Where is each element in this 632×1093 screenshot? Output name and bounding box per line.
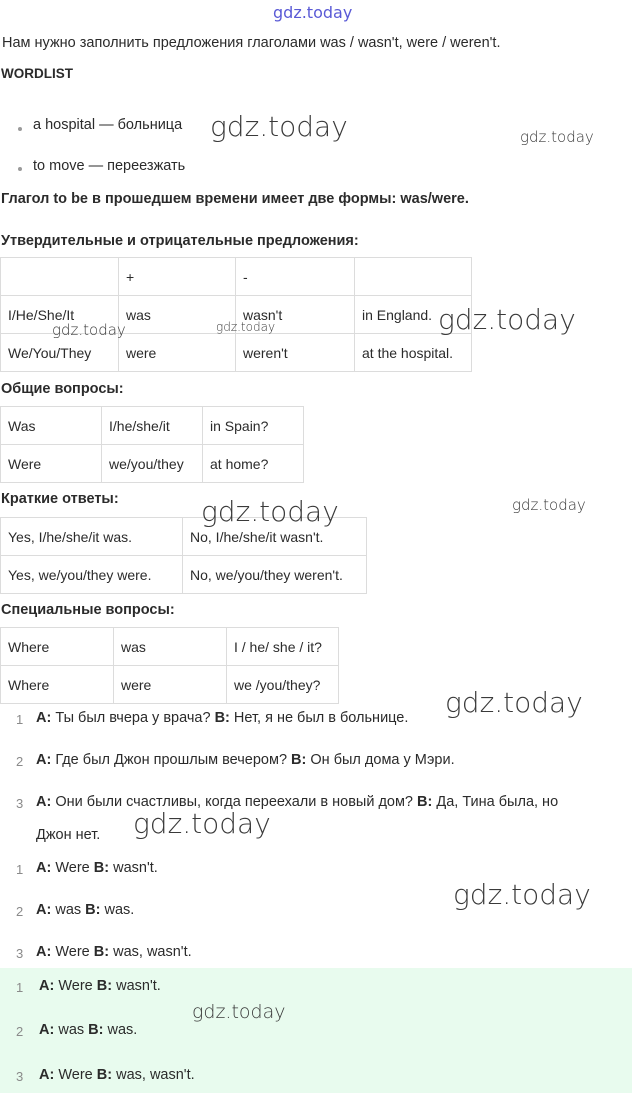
label-a: A: <box>39 1067 55 1083</box>
table-cell <box>1 258 119 296</box>
speaker-a-text: Где был Джон прошлым вечером? <box>55 752 288 768</box>
table-row <box>1 445 304 483</box>
label-a: A: <box>36 710 52 726</box>
table-cell: No, we/you/they weren't. <box>183 556 367 594</box>
watermark: gdz.today <box>192 1001 286 1023</box>
table-cell: - <box>236 258 355 296</box>
speaker-b-text: Да, Тина была, но <box>436 794 559 810</box>
translation-line <box>36 794 558 810</box>
label-b: B: <box>93 860 110 876</box>
table-row <box>1 258 472 296</box>
label-b: B: <box>93 944 110 960</box>
label-b: B: <box>417 794 433 810</box>
bullet-dot <box>18 167 22 171</box>
short-table <box>0 517 367 594</box>
watermark: gdz.today <box>445 686 583 719</box>
item-number: 2 <box>16 904 24 919</box>
translation-continued: Джон нет. <box>36 827 101 843</box>
answer-b: wasn't. <box>113 860 158 876</box>
table-cell: at home? <box>203 445 304 483</box>
table-cell: were <box>119 334 236 372</box>
table-cell: in England. <box>355 296 472 334</box>
answer-a: Were <box>55 860 90 876</box>
translation-line <box>36 710 408 726</box>
affirm-table <box>0 257 472 372</box>
table-cell: was <box>119 296 236 334</box>
speaker-b-text: Он был дома у Мэри. <box>310 752 455 768</box>
item-number: 2 <box>16 754 24 769</box>
table-row <box>1 407 304 445</box>
general-title: Общие вопросы: <box>1 381 124 397</box>
table-cell: Where <box>1 628 114 666</box>
table-cell: We/You/They <box>1 334 119 372</box>
table-cell: was <box>114 628 227 666</box>
answer-a: was <box>55 902 82 918</box>
answer-line <box>36 860 158 876</box>
table-cell: Yes, we/you/they were. <box>1 556 183 594</box>
label-a: A: <box>36 944 52 960</box>
wordlist-item: to move — переезжать <box>33 158 186 174</box>
label-b: B: <box>96 978 113 994</box>
final-answer-line <box>39 1022 137 1038</box>
table-row <box>1 628 339 666</box>
table-cell: Where <box>1 666 114 704</box>
final-answer-line <box>39 1067 195 1083</box>
table-cell: wasn't <box>236 296 355 334</box>
table-cell: we/you/they <box>102 445 203 483</box>
speaker-b-text: Нет, я не был в больнице. <box>233 710 409 726</box>
general-table <box>0 406 304 483</box>
watermark: gdz.today <box>201 495 339 528</box>
special-title: Специальные вопросы: <box>1 602 175 618</box>
table-cell: + <box>119 258 236 296</box>
rule-text: Глагол to be в прошедшем времени имеет две формы: was/were. <box>1 191 469 207</box>
label-a: A: <box>36 752 52 768</box>
table-cell: No, I/he/she/it wasn't. <box>183 518 367 556</box>
answer-b: was, wasn't. <box>116 1067 195 1083</box>
speaker-a-text: Ты был вчера у врача? <box>55 710 211 726</box>
table-cell: at the hospital. <box>355 334 472 372</box>
watermark: gdz.today <box>438 303 576 336</box>
answer-line <box>36 902 134 918</box>
answer-a: Were <box>58 978 93 994</box>
label-b: B: <box>291 752 307 768</box>
watermark: gdz.today <box>210 110 348 143</box>
label-a: A: <box>36 794 52 810</box>
wordlist-item: a hospital — больница <box>33 117 183 133</box>
item-number: 2 <box>16 1024 24 1039</box>
affirm-title: Утвердительные и отрицательные предложения: <box>1 233 359 249</box>
watermark: gdz.today <box>453 878 591 911</box>
site-logo[interactable]: gdz.today <box>273 3 353 22</box>
table-cell <box>355 258 472 296</box>
watermark: gdz.today <box>520 128 594 146</box>
label-a: A: <box>39 978 55 994</box>
answer-b: was, wasn't. <box>113 944 192 960</box>
watermark: gdz.today <box>52 321 126 339</box>
label-b: B: <box>85 902 101 918</box>
item-number: 3 <box>16 1069 24 1084</box>
label-a: A: <box>39 1022 55 1038</box>
table-row <box>1 556 367 594</box>
bullet-dot <box>18 127 22 131</box>
table-row <box>1 666 339 704</box>
intro-text: Нам нужно заполнить предложения глаголами was / wasn't, were / weren't. <box>2 35 501 51</box>
item-number: 1 <box>16 712 24 727</box>
answer-b: was. <box>104 902 135 918</box>
answer-b: was. <box>107 1022 138 1038</box>
table-cell: weren't <box>236 334 355 372</box>
label-b: B: <box>214 710 230 726</box>
answer-a: Were <box>58 1067 93 1083</box>
table-cell: I/He/She/It <box>1 296 119 334</box>
answer-a: was <box>58 1022 85 1038</box>
table-cell: Was <box>1 407 102 445</box>
watermark: gdz.today <box>133 807 271 840</box>
table-row <box>1 334 472 372</box>
special-table <box>0 627 339 704</box>
watermark: gdz.today <box>216 320 276 334</box>
item-number: 1 <box>16 862 24 877</box>
answer-a: Were <box>55 944 90 960</box>
label-b: B: <box>88 1022 104 1038</box>
table-cell: Were <box>1 445 102 483</box>
speaker-a-text: Они были счастливы, когда переехали в новый дом? <box>55 794 414 810</box>
item-number: 3 <box>16 946 24 961</box>
table-cell: I/he/she/it <box>102 407 203 445</box>
answer-b: wasn't. <box>116 978 161 994</box>
translation-line <box>36 752 455 768</box>
watermark: gdz.today <box>512 496 586 514</box>
item-number: 3 <box>16 796 24 811</box>
table-cell: were <box>114 666 227 704</box>
table-cell: we /you/they? <box>227 666 339 704</box>
wordlist-title: WORDLIST <box>1 66 73 81</box>
label-b: B: <box>96 1067 113 1083</box>
label-a: A: <box>36 902 52 918</box>
label-a: A: <box>36 860 52 876</box>
table-cell: in Spain? <box>203 407 304 445</box>
answer-line <box>36 944 192 960</box>
item-number: 1 <box>16 980 24 995</box>
final-answer-line <box>39 978 161 994</box>
table-cell: I / he/ she / it? <box>227 628 339 666</box>
table-cell: Yes, I/he/she/it was. <box>1 518 183 556</box>
short-title: Краткие ответы: <box>1 491 119 507</box>
